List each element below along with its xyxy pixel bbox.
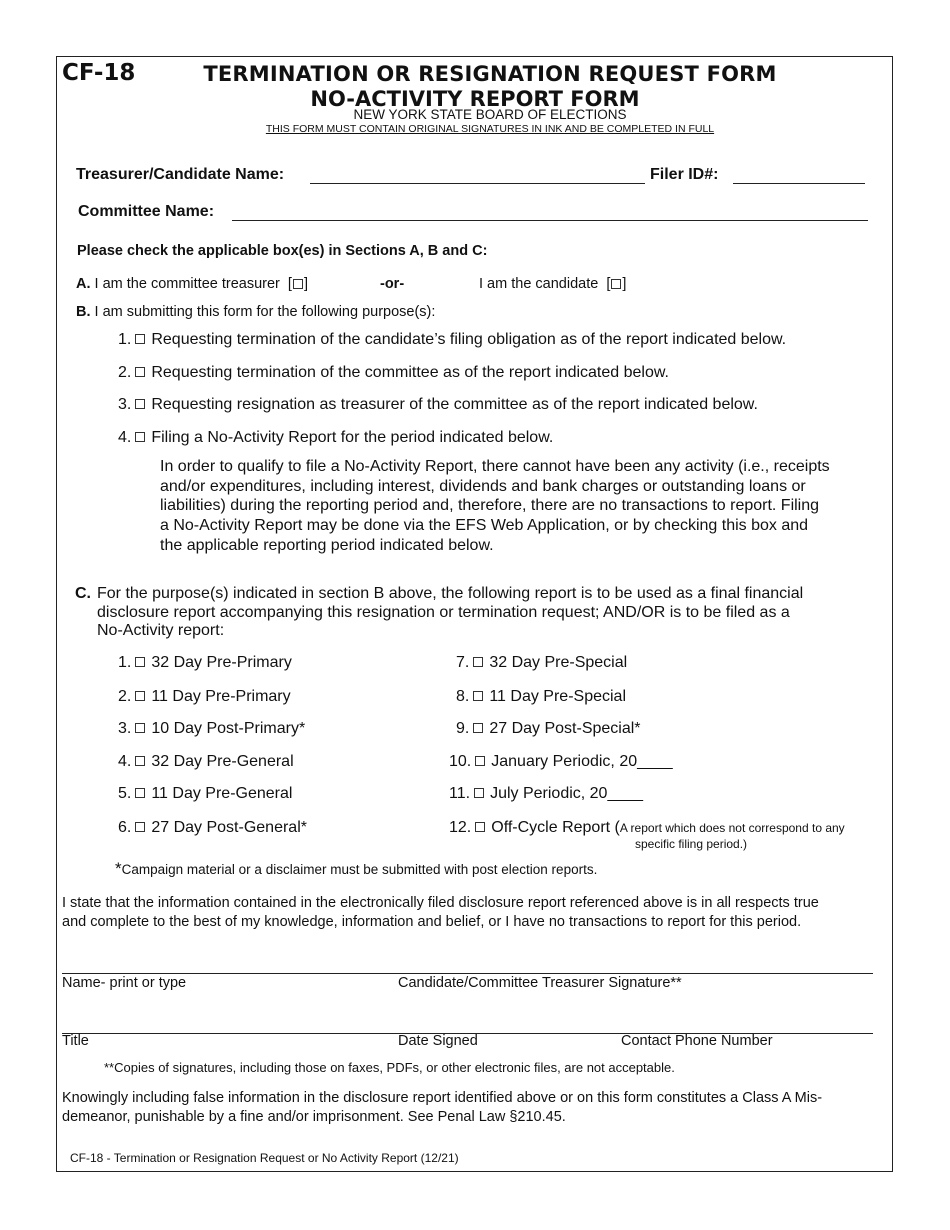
section-a-treasurer-text: I am the committee treasurer [94, 276, 280, 292]
agency-name: NEW YORK STATE BOARD OF ELECTIONS [353, 107, 627, 122]
purpose-item-4: 4. Filing a No-Activity Report for the period indicated below. [118, 429, 554, 446]
report-item-2: 2. 11 Day Pre-Primary [118, 688, 291, 705]
signature-notice: THIS FORM MUST CONTAIN ORIGINAL SIGNATURES IN INK AND BE COMPLETED IN FULL [265, 123, 715, 135]
report-item-12: 12. Off-Cycle Report (A report which does not correspond to any [449, 819, 845, 836]
section-c-intro: For the purpose(s) indicated in section B above, the following report is to be used as a final financial disclosure report accompanying this resignation or termination request; AND/OR is to be filed as a No-Activity report: [97, 585, 804, 639]
committee-name-label: Committee Name: [78, 203, 215, 220]
report-item-11: 11. July Periodic, 20____ [449, 785, 644, 802]
purpose-item-2: 2. Requesting termination of the committee as of the report indicated below. [118, 364, 669, 381]
report-8-checkbox[interactable] [473, 691, 483, 701]
report-12-checkbox[interactable] [475, 822, 485, 832]
certification-statement: I state that the information contained in the electronically filed disclosure report referenced above is in all respects true and complete to the best of my knowledge, information and belief, or I have no transactions to report for this period. [62, 895, 819, 930]
section-a-candidate-text: I am the candidate [479, 276, 599, 292]
copies-note: **Copies of signatures, including those on faxes, PDFs, or other electronic files, are not acceptable. [104, 1060, 675, 1075]
report-item-3: 3. 10 Day Post-Primary* [118, 720, 306, 737]
treasurer-name-label: Treasurer/Candidate Name: [76, 166, 285, 183]
report-item-9: 9. 27 Day Post-Special* [456, 720, 641, 737]
report-item-8: 8. 11 Day Pre-Special [456, 688, 626, 705]
report-item-5: 5. 11 Day Pre-General [118, 785, 293, 802]
signature-line[interactable] [62, 973, 873, 974]
section-a-candidate: I am the candidate [ ] [479, 276, 627, 292]
section-a-treasurer: A. I am the committee treasurer [ ] [76, 276, 308, 292]
report-9-checkbox[interactable] [473, 723, 483, 733]
filer-id-label: Filer ID#: [650, 166, 719, 183]
purpose-4-checkbox[interactable] [135, 432, 145, 442]
section-c-letter: C. [75, 585, 91, 602]
title-label: Title [62, 1033, 89, 1049]
name-label: Name- print or type [62, 975, 187, 991]
footnote: *Campaign material or a disclaimer must be submitted with post election reports. [115, 859, 598, 878]
report-7-checkbox[interactable] [473, 657, 483, 667]
contact-phone-label: Contact Phone Number [621, 1033, 773, 1049]
candidate-checkbox[interactable] [611, 279, 621, 289]
purpose-item-3: 3. Requesting resignation as treasurer of the committee as of the report indicated below. [118, 396, 758, 413]
report-5-checkbox[interactable] [135, 788, 145, 798]
report-1-checkbox[interactable] [135, 657, 145, 667]
section-b-letter: B. [76, 304, 91, 320]
filer-id-field[interactable] [733, 183, 865, 184]
report-6-checkbox[interactable] [135, 822, 145, 832]
report-2-checkbox[interactable] [135, 691, 145, 701]
section-a-letter: A. [76, 276, 91, 292]
form-footer: CF-18 - Termination or Resignation Request or No Activity Report (12/21) [70, 1151, 459, 1165]
form-title-line1: TERMINATION OR RESIGNATION REQUEST FORM [203, 62, 777, 86]
off-cycle-note-line2: specific filing period.) [635, 837, 748, 851]
section-b-intro: B. I am submitting this form for the following purpose(s): [76, 304, 436, 320]
committee-name-field[interactable] [232, 220, 868, 221]
purpose-item-1: 1. Requesting termination of the candidate’s filing obligation as of the report indicated below. [118, 331, 787, 348]
section-a-or: -or- [380, 276, 405, 292]
purpose-2-checkbox[interactable] [135, 367, 145, 377]
report-4-checkbox[interactable] [135, 756, 145, 766]
report-11-checkbox[interactable] [474, 788, 484, 798]
treasurer-checkbox[interactable] [293, 279, 303, 289]
form-number: CF-18 [62, 60, 136, 86]
penalty-statement: Knowingly including false information in the disclosure report identified above or on this form constitutes a Class A Mis- demeanor, punishable by a fine and/or imprisonment. See Penal Law §210.45. [62, 1090, 823, 1125]
instructions: Please check the applicable box(es) in Sections A, B and C: [77, 243, 488, 259]
report-item-4: 4. 32 Day Pre-General [118, 753, 294, 770]
report-item-7: 7. 32 Day Pre-Special [456, 654, 628, 671]
treasurer-name-field[interactable] [310, 183, 645, 184]
purpose-1-checkbox[interactable] [135, 334, 145, 344]
signature-label: Candidate/Committee Treasurer Signature** [398, 975, 682, 991]
off-cycle-note: A report which does not correspond to any [619, 821, 845, 835]
date-signed-label: Date Signed [398, 1033, 478, 1049]
report-item-10: 10. January Periodic, 20____ [449, 753, 673, 770]
report-item-6: 6. 27 Day Post-General* [118, 819, 307, 836]
no-activity-explanation: In order to qualify to file a No-Activity Report, there cannot have been any activity (i.e., receipts and/or expenditures, including interest, dividends and bank charges or outstanding loans or liabilities) during the reporting period and, therefore, there are no transactions to report. Filing a No-Activity Report may be done via the EFS Web Application, or by checking this box and the applicable reporting period indicated below. [160, 458, 830, 554]
report-10-checkbox[interactable] [475, 756, 485, 766]
report-item-1: 1. 32 Day Pre-Primary [118, 654, 292, 671]
report-3-checkbox[interactable] [135, 723, 145, 733]
purpose-3-checkbox[interactable] [135, 399, 145, 409]
form-title-line2: NO-ACTIVITY REPORT FORM [310, 87, 640, 111]
